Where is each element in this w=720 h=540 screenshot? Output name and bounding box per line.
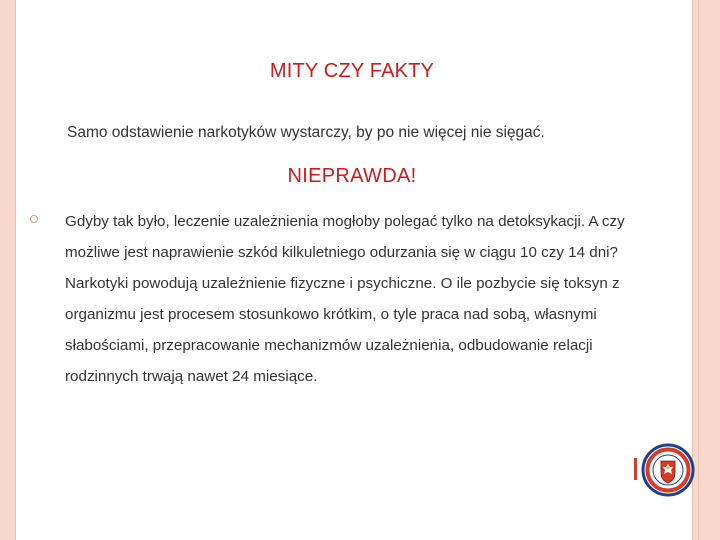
- verdict-label: NIEPRAWDA!: [287, 165, 417, 187]
- explanation-text: Gdyby tak było, leczenie uzależnienia mogłoby polegać tylko na detoksykacji. A czy możliwe jest naprawienie szkód kilkuletniego odurzania się w ciągu 10 czy 14 dni? Narkotyki powodują uzależnienie fizyczne i psychiczne. O ile pozbycie się toksyn z organizmu jest procesem stosunkowo krótkim, o tyle praca nad sobą, własnymi słabościami, przepracowanie mechanizmów uzależnienia, odbudowanie relacji rodzinnych trwają nawet 24 miesiące.: [65, 213, 625, 385]
- logo-accent-bar: [634, 458, 637, 480]
- bullet-icon: [30, 215, 38, 223]
- slide-title: MITY CZY FAKTY: [269, 60, 435, 82]
- myth-statement: Samo odstawienie narkotyków wystarczy, by po nie więcej nie sięgać.: [67, 124, 545, 141]
- police-emblem-icon: [641, 443, 695, 497]
